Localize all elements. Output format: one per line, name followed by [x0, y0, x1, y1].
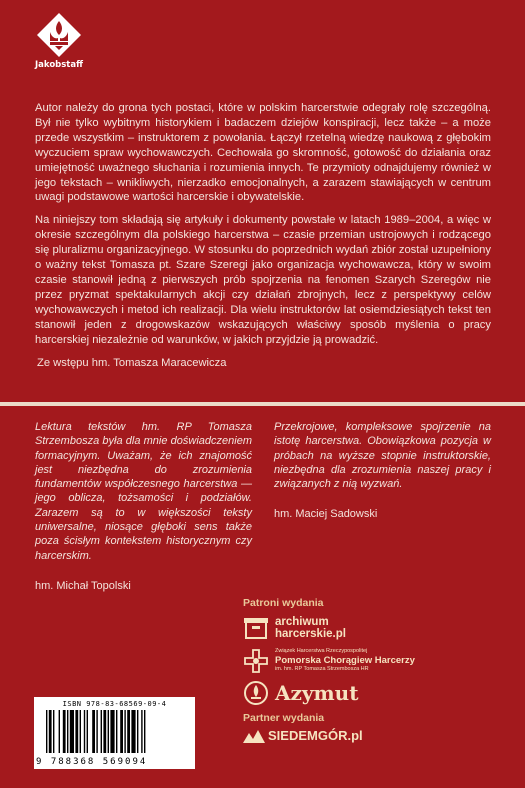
publisher-logo: [30, 12, 88, 70]
choragiew-line3: im. hm. RP Tomasza Strzembosza HR: [275, 666, 369, 672]
mountains-icon: [243, 729, 265, 743]
compass-lily-icon: [243, 680, 269, 706]
testimonials: [35, 420, 491, 593]
archiwum-line1: archiwum: [275, 616, 329, 628]
testimonial-text: Lektura tekstów hm. RP Tomasza Strzembosza była dla mnie doświadczeniem formacyjnym. Uważam, że ich znajomość jest niezbędna do zrozumienia fundamentów współczesnego harcerstwa — jego oblicza, tożsamości i podziałów. Zarazem są to w większości teksty uniwersalne, niosące głęboki sens także poza ścisłym kontekstem historycznym czy harcerskim.: [35, 421, 252, 562]
isbn-text: ISBN 978-83-68569-09-4: [62, 700, 167, 708]
scout-cross-icon: [243, 648, 269, 674]
testimonial-2: [274, 420, 491, 593]
patron-archiwum: [243, 615, 493, 641]
testimonial-text: Przekrojowe, kompleksowe spojrzenie na istotę harcerstwa. Obowiązkowa pozycja w próbach na wyższe stopnie instruktorskie, niezbędna dla zrozumienia naszej pracy i związanych z nią wyzwań.: [274, 421, 491, 491]
testimonial-1: [35, 420, 252, 593]
partner-siedemgor: [243, 728, 493, 743]
archiwum-line2: harcerskie.pl: [275, 628, 346, 640]
azymut-name: Azymut: [275, 681, 359, 705]
lily-diamond-icon: [36, 12, 82, 58]
patrons-section: [243, 597, 493, 743]
testimonial-author: hm. Maciej Sadowski: [274, 508, 378, 521]
publisher-name: Jakobstaff: [35, 60, 83, 70]
partner-name: SIEDEMGÓR.pl: [268, 728, 363, 743]
intro-signature: Ze wstępu hm. Tomasza Maracewicza: [37, 356, 227, 369]
intro-paragraph-2: Na niniejszy tom składają się artykuły i dokumenty powstałe w latach 1989–2004, a więc w okresie szczególnym dla polskiego harcerstwa – czasie przemian ustrojowych i rodzącego się pluralizmu organizacyjnego. W stosunku do poprzednich wydań zbiór został uzupełniony o ważny tekst Tomasza pt. Szare Szeregi jako organizacja wychowawcza, który w swoim czasie stanowił jedną z pierwszych prób spojrzenia na fenomen Szarych Szeregów nie przez pryzmat spektakularnych akcji czy działań zbrojnych, lecz z perspektywy celów wychowawczych i metod ich realizacji. Dla wielu instruktorów lat osiemdziesiątych tekst ten stanowił jeden z drogowskazów wskazujących właściwy sposób myślenia o pracy harcerskiej niezależnie od warunków, w jakich przyjdzie ją prowadzić.: [35, 214, 491, 346]
patrons-label: Patroni wydania: [243, 597, 324, 609]
ean-text: 9 788368 569094: [36, 757, 148, 767]
intro-text: [35, 101, 491, 378]
choragiew-line1: Związek Harcerstwa Rzeczypospolitej: [275, 648, 368, 654]
intro-paragraph-1: Autor należy do grona tych postaci, które w polskim harcerstwie odegrały rolę szczególną. Był nie tylko wybitnym historykiem i badaczem dziejów konspiracji, lecz także – a może przede wszystkim – instruktorem z powołania. Łączył rzetelną wiedzę naukową z głębokim wyczuciem spraw wychowawczych. Cechowała go skromność, gotowość do działania oraz umiejętność uważnego słuchania i rozumienia innych. Te przymioty odnajdujemy również w jego tekstach – wnikliwych, nierzadko emocjonalnych, a zarazem stawiających w centrum uwagi podstawowe wartości harcerskie i obywatelskie.: [35, 102, 491, 204]
partner-label: Partner wydania: [243, 712, 325, 724]
testimonial-author: hm. Michał Topolski: [35, 579, 131, 592]
choragiew-line2: Pomorska Chorągiew Harcerzy: [275, 655, 415, 666]
barcode-bars: [46, 710, 186, 753]
divider-band: [0, 402, 525, 406]
archive-box-icon: [243, 615, 269, 641]
patron-azymut: [243, 680, 493, 706]
barcode: [34, 697, 195, 769]
patron-choragiew: [243, 647, 493, 674]
